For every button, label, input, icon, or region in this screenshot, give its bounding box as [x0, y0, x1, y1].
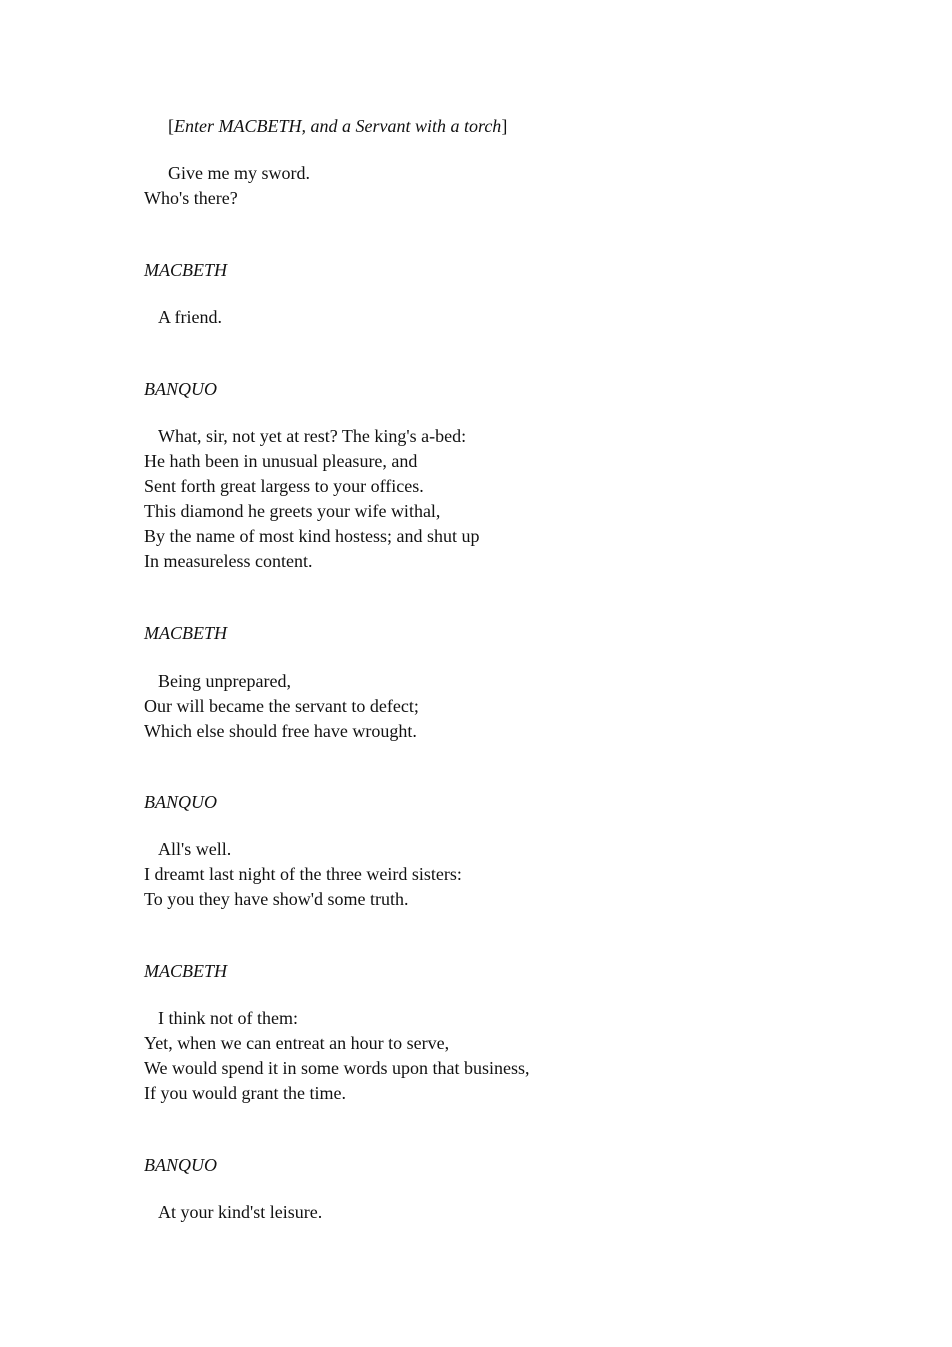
speech-line: A friend. — [158, 307, 222, 327]
speech-line: He hath been in unusual pleasure, and — [144, 451, 418, 471]
stage-close-bracket: ] — [501, 116, 508, 136]
speech-line: Being unprepared, — [158, 671, 291, 691]
speech-line: If you would grant the time. — [144, 1083, 346, 1103]
speaker-name: MACBETH — [144, 623, 227, 643]
speech-block — [144, 305, 844, 330]
speech-line: Sent forth great largess to your offices. — [144, 476, 424, 496]
speaker-name: BANQUO — [144, 792, 217, 812]
opening-speech — [144, 161, 844, 211]
speech-line: I dreamt last night of the three weird sisters: — [144, 864, 462, 884]
speaker-name: BANQUO — [144, 379, 217, 399]
stage-direction-text: Enter MACBETH, and a Servant with a torch — [174, 116, 502, 136]
speech-block — [144, 424, 844, 574]
speech-line: Who's there? — [144, 188, 238, 208]
stage-open-bracket: [ — [168, 116, 174, 136]
stage-direction — [144, 114, 844, 139]
speaker-name: MACBETH — [144, 260, 227, 280]
speech-line: Yet, when we can entreat an hour to serve, — [144, 1033, 450, 1053]
speech-line: What, sir, not yet at rest? The king's a-bed: — [158, 426, 467, 446]
speech-line: Our will became the servant to defect; — [144, 696, 419, 716]
speech-line: In measureless content. — [144, 551, 313, 571]
speech-line: We would spend it in some words upon that business, — [144, 1058, 530, 1078]
speech-line: To you they have show'd some truth. — [144, 889, 409, 909]
speech-line: All's well. — [158, 839, 232, 859]
speech-line: Which else should free have wrought. — [144, 721, 417, 741]
speech-block — [144, 837, 844, 912]
speech-line: Give me my sword. — [168, 163, 310, 183]
speech-block — [144, 669, 844, 744]
speech-line: This diamond he greets your wife withal, — [144, 501, 441, 521]
speech-line: At your kind'st leisure. — [158, 1202, 323, 1222]
speech-block — [144, 1006, 844, 1106]
speech-line: By the name of most kind hostess; and shut up — [144, 526, 480, 546]
speaker-name: MACBETH — [144, 961, 227, 981]
script-page — [144, 114, 844, 1225]
speech-block — [144, 1200, 844, 1225]
speech-line: I think not of them: — [158, 1008, 298, 1028]
speaker-name: BANQUO — [144, 1155, 217, 1175]
